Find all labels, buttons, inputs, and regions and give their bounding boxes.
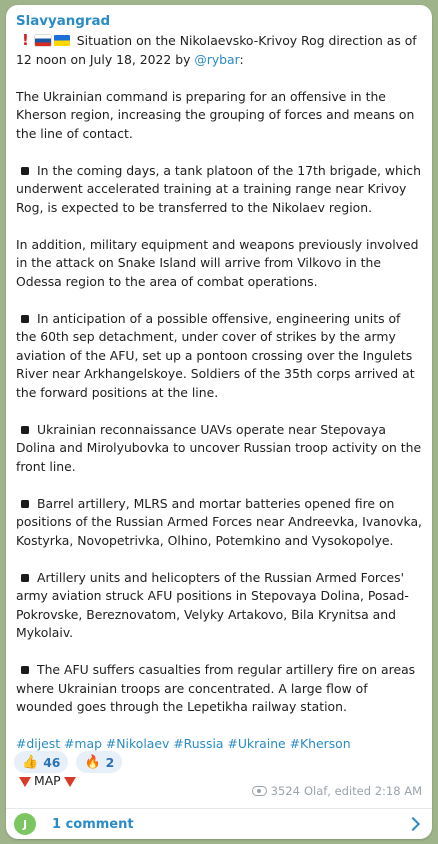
chevron-right-icon <box>406 817 420 831</box>
bullet-square-icon <box>21 666 29 674</box>
paragraph-6-text: Artillery units and helicopters of the Russian Armed Forces' army aviation struck AFU positions in Stepovaya Dolina, Posad-Pokrovske, Bereznovatom, Velyky Artakovo, Bila Krynitsa and Mykolaiv. <box>16 569 409 640</box>
header-text: Situation on the Nikolaevsko-Krivoy Rog direction as of 12 noon on July 18, 2022 by <box>16 33 417 67</box>
bullet-square-icon <box>21 500 29 508</box>
intro-paragraph: The Ukrainian command is preparing for an offensive in the Kherson region, increasing the grouping of forces and means on the line of contact. <box>16 88 415 141</box>
red-triangle-down-icon <box>19 777 31 787</box>
post-header <box>16 31 422 69</box>
hashtag-link[interactable]: #Kherson <box>289 736 351 751</box>
author-edited: Olaf, edited 2:18 AM <box>303 784 422 798</box>
paragraph-3-text: In anticipation of a possible offensive, engineering units of the 60th sep detachment, under cover of strikes by the army aviation of the AFU, set up a pontoon crossing over the Ingulets River near Arkhangelskoye. Soldiers of the 35th corps arrived at the forward positions at the line. <box>16 310 415 400</box>
hashtag-link[interactable]: #map <box>64 736 102 751</box>
mention-link[interactable]: @rybar <box>194 51 240 67</box>
russia-flag-icon <box>35 35 51 46</box>
bullet-square-icon <box>21 315 29 323</box>
fire-icon: 🔥 <box>84 754 101 770</box>
paragraph-7-text: The AFU suffers casualties from regular artillery fire on areas where Ukrainian troops are concentrated. A large flow of wounded goes through the Lepetikha railway station. <box>16 662 416 714</box>
ukraine-flag-icon <box>54 35 70 46</box>
exclamation-icon: ! <box>22 31 29 49</box>
map-label: MAP <box>34 773 61 788</box>
paragraph-5-text: Barrel artillery, MLRS and mortar batteries opened fire on positions of the Russian Armed Forces near Andreevka, Ivanovka, Kostyrka, Novopetrivka, Olhino, Potemkino and Vysokopolye. <box>16 495 422 548</box>
paragraph-4-text: Ukrainian reconnaissance UAVs operate near Stepovaya Dolina and Mirolyubovka to uncover Russian troop activity on the front line. <box>16 421 422 474</box>
bullet-square-icon <box>21 426 29 434</box>
paragraph-2: In addition, military equipment and weapons previously involved in the attack on Snake Island will arrive from Vilkovo in the Odessa region to the area of combat operations. <box>16 236 419 289</box>
paragraph-7 <box>16 661 422 717</box>
bullet-square-icon <box>21 574 29 582</box>
hashtag-link[interactable]: #dijest <box>16 736 61 751</box>
paragraph-5 <box>16 495 422 551</box>
reaction-thumbs-up[interactable] <box>14 751 68 773</box>
reaction-count: 2 <box>105 754 115 770</box>
reaction-count: 46 <box>43 754 61 770</box>
header-suffix: : <box>239 51 244 67</box>
channel-name[interactable]: Slavyangrad <box>16 14 111 29</box>
thumbs-up-icon: 👍 <box>22 754 39 770</box>
paragraph-1-text: In the coming days, a tank platoon of the 17th brigade, which underwent accelerated training at a training range near Krivoy Rog, is expected to be transferred to the Nikolaev region. <box>16 162 421 215</box>
hashtag-link[interactable]: #Ukraine <box>227 736 286 751</box>
comments-label: 1 comment <box>52 816 134 832</box>
view-count: 3524 <box>270 784 300 798</box>
paragraph-6 <box>16 569 422 643</box>
reaction-fire[interactable] <box>76 751 122 773</box>
reactions-bar <box>14 751 122 773</box>
message-body <box>16 13 422 791</box>
message-bubble <box>6 5 432 839</box>
message-meta <box>252 784 422 798</box>
eye-icon <box>252 786 267 796</box>
comments-button[interactable] <box>6 809 432 839</box>
avatar: J <box>14 813 36 835</box>
paragraph-3 <box>16 310 422 403</box>
paragraph-4 <box>16 421 422 477</box>
hashtag-link[interactable]: #Nikolaev <box>105 736 170 751</box>
bullet-square-icon <box>21 167 29 175</box>
red-triangle-down-icon <box>64 777 76 787</box>
paragraph-1 <box>16 162 422 218</box>
hashtag-link[interactable]: #Russia <box>173 736 224 751</box>
